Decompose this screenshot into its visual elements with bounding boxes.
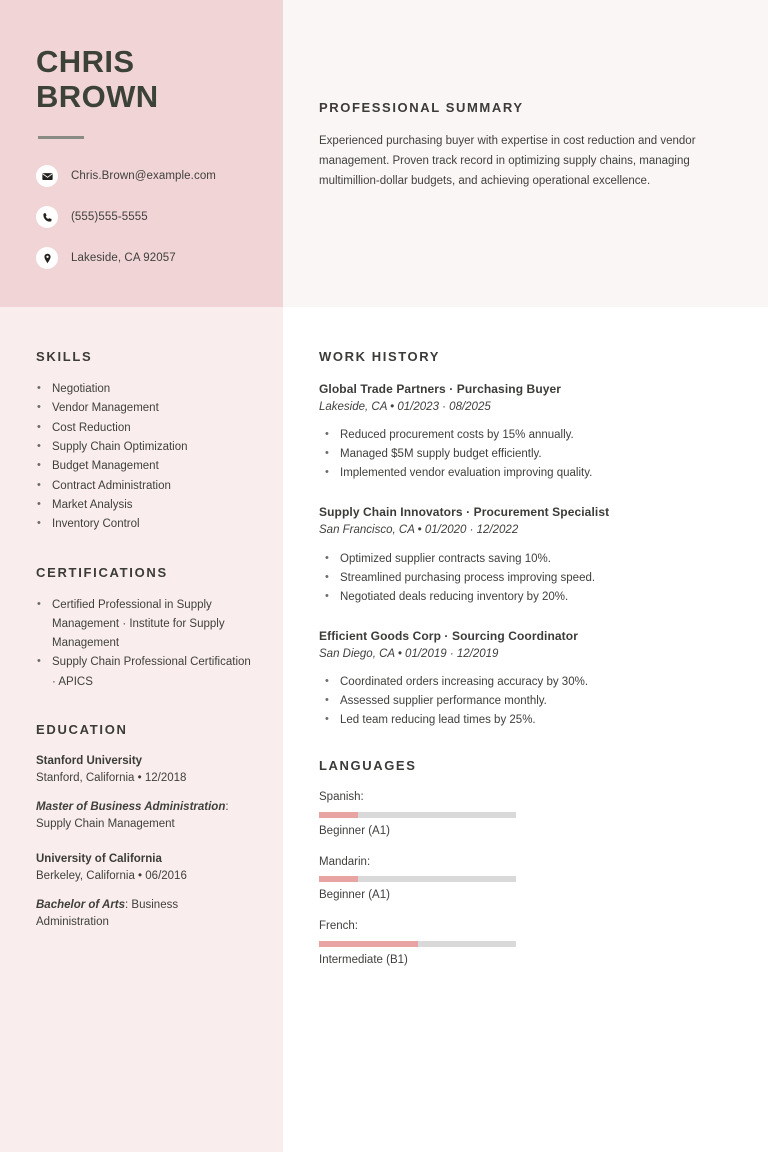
job-title: Global Trade Partners · Purchasing Buyer [319,382,562,396]
language-name: Mandarin: [319,855,371,868]
list-item: • Assessed supplier performance monthly. [319,692,714,711]
skills-section [36,349,253,535]
list-item: • Streamlined purchasing process improving speed. [319,569,714,588]
language-progress-fill [319,941,418,947]
email-text: Chris.Brown@example.com [71,170,216,183]
contact-item-email[interactable] [36,165,253,187]
work-history-heading: WORK HISTORY [319,349,441,364]
summary-heading: PROFESSIONAL SUMMARY [319,100,524,115]
job-bullets [319,426,714,483]
education-school: University of California [36,853,162,866]
contact-list [36,165,253,269]
sidebar [0,0,283,1152]
education-degree-field: : Supply Chain Management [36,800,229,830]
list-item: • Cost Reduction [36,419,253,438]
first-name: CHRIS [36,44,135,79]
name-header [0,0,283,307]
list-item: • Led team reducing lead times by 25%. [319,711,714,730]
main-body [283,307,768,983]
work-history-section [319,349,714,730]
page-title [36,44,253,114]
job-title: Efficient Goods Corp · Sourcing Coordinator [319,628,578,643]
list-item: • Contract Administration [36,477,253,496]
languages-heading: LANGUAGES [319,758,417,774]
language-name: French: [319,920,358,933]
education-entry [36,851,253,931]
summary-text: Experienced purchasing buyer with expertise in cost reduction and vendor management. Proven track record in optimizing supply chains, managing multimillion-dollar budgets, and achieving operational excellence. [319,135,696,188]
skills-heading: SKILLS [36,349,93,364]
education-degree [36,799,253,834]
main-content [283,0,768,1152]
location-text: Lakeside, CA 92057 [71,252,176,265]
language-item-spanish [319,789,516,840]
job-meta: Lakeside, CA • 01/2023 · 08/2025 [319,401,491,413]
language-item-french [319,918,516,969]
education-degree-name: Master of Business Administration [36,800,226,813]
job-entry [319,380,714,483]
language-progress-fill [319,812,358,818]
job-entry [319,627,714,730]
list-item: • Supply Chain Professional Certification · APICS [36,653,253,692]
location-pin-icon [36,247,58,269]
education-entry [36,753,253,833]
list-item: • Negotiated deals reducing inventory by 20%. [319,588,714,607]
list-item: • Coordinated orders increasing accuracy by 30%. [319,673,714,692]
job-bullets [319,673,714,730]
language-item-mandarin [319,854,516,905]
certifications-list [36,596,253,693]
last-name: BROWN [36,79,159,115]
list-item: • Inventory Control [36,515,253,534]
certifications-section [36,565,253,693]
job-meta: San Diego, CA • 01/2019 · 12/2019 [319,647,499,660]
languages-section [319,758,714,983]
list-item: • Implemented vendor evaluation improving quality. [319,464,714,483]
job-bullets [319,550,714,607]
job-title: Supply Chain Innovators · Procurement Specialist [319,505,610,520]
language-level: Beginner (A1) [319,889,390,902]
education-place: Berkeley, California • 06/2016 [36,870,187,883]
skills-list [36,380,253,535]
language-progress-fill [319,876,358,882]
education-degree [36,897,253,932]
list-item: • Vendor Management [36,399,253,418]
education-degree-name: Bachelor of Arts [36,898,126,911]
job-meta: San Francisco, CA • 01/2020 · 12/2022 [319,524,519,537]
list-item: • Negotiation [36,380,253,399]
phone-icon [36,206,58,228]
envelope-icon [36,165,58,187]
education-section [36,722,253,931]
summary-section [283,0,768,307]
list-item: • Market Analysis [36,496,253,515]
education-heading: EDUCATION [36,722,128,738]
title-divider [38,136,84,139]
list-item: • Optimized supplier contracts saving 10%. [319,550,714,569]
language-progress-track [319,941,516,947]
list-item: • Managed $5M supply budget efficiently. [319,445,714,464]
certifications-heading: CERTIFICATIONS [36,564,168,580]
language-level: Beginner (A1) [319,824,390,837]
contact-item-location[interactable] [36,247,253,269]
language-name: Spanish: [319,791,364,804]
list-item: • Certified Professional in Supply Management · Institute for Supply Management [36,596,253,654]
sidebar-body [0,307,283,931]
language-progress-track [319,876,516,882]
education-degree-field: : Business Administration [36,898,179,928]
languages-grid [319,789,714,983]
list-item: • Supply Chain Optimization [36,438,253,457]
list-item: • Budget Management [36,457,253,476]
phone-text: (555)555-5555 [71,211,148,224]
contact-item-phone[interactable] [36,206,253,228]
language-level: Intermediate (B1) [319,953,408,966]
language-progress-track [319,812,516,818]
job-entry [319,503,714,606]
list-item: • Reduced procurement costs by 15% annually. [319,426,714,445]
education-school: Stanford University [36,755,143,768]
education-place: Stanford, California • 12/2018 [36,772,187,785]
